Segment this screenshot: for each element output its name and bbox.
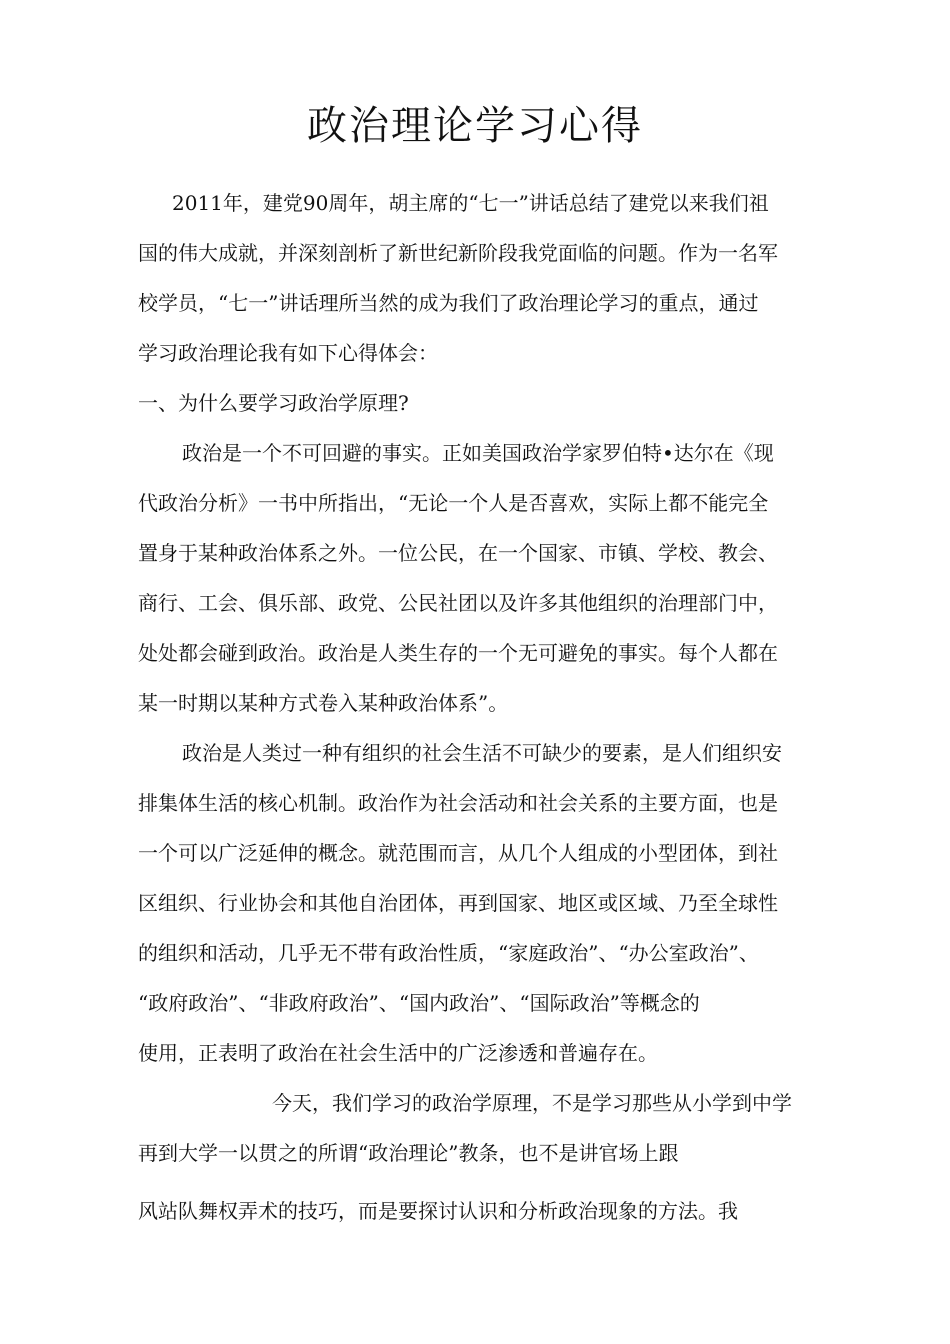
text-line: 处处都会碰到政治。政治是人类生存的一个无可避免的事实。每个人都在 — [138, 641, 778, 665]
text-line: 2011年，建党90周年，胡主席的“七一”讲话总结了建党以来我们祖 — [172, 191, 769, 215]
text-line: 一个可以广泛延伸的概念。就范围而言，从几个人组成的小型团体，到社 — [138, 841, 778, 865]
text-line: 置身于某种政治体系之外。一位公民，在一个国家、市镇、学校、教会、 — [138, 541, 778, 565]
text-line: 区组织、行业协会和其他自治团体，再到国家、地区或区域、乃至全球性 — [138, 891, 778, 915]
text-line: 政治是一个不可回避的事实。正如美国政治学家罗伯特•达尔在《现 — [182, 441, 774, 465]
text-line: 的组织和活动，几乎无不带有政治性质，“家庭政治”、“办公室政治”、 — [138, 941, 759, 965]
text-line: 代政治分析》一书中所指出，“无论一个人是否喜欢，实际上都不能完全 — [138, 491, 769, 515]
document-title: 政治理论学习心得 — [307, 103, 643, 149]
text-line: 风站队舞权弄术的技巧，而是要探讨认识和分析政治现象的方法。我 — [138, 1199, 738, 1223]
text-line: 校学员，“七一”讲话理所当然的成为我们了政治理论学习的重点，通过 — [138, 291, 759, 315]
text-line: 再到大学一以贯之的所谓“政治理论”教条，也不是讲官场上跟 — [138, 1141, 679, 1165]
text-line: 商行、工会、俱乐部、政党、公民社团以及许多其他组织的治理部门中， — [138, 591, 778, 615]
text-line: 某一时期以某种方式卷入某种政治体系”。 — [138, 691, 509, 715]
text-line: “政府政治”、“非政府政治”、“国内政治”、“国际政治”等概念的 — [138, 991, 700, 1015]
text-line: 学习政治理论我有如下心得体会： — [138, 341, 438, 365]
text-line: 今天，我们学习的政治学原理，不是学习那些从小学到中学 — [272, 1091, 792, 1115]
section-heading: 一、为什么要学习政治学原理? — [138, 391, 409, 415]
text-line: 国的伟大成就，并深刻剖析了新世纪新阶段我党面临的问题。作为一名军 — [138, 241, 778, 265]
text-line: 政治是人类过一种有组织的社会生活不可缺少的要素，是人们组织安 — [182, 741, 782, 765]
text-line: 使用，正表明了政治在社会生活中的广泛渗透和普遍存在。 — [138, 1041, 658, 1065]
text-line: 排集体生活的核心机制。政治作为社会活动和社会关系的主要方面，也是 — [138, 791, 778, 815]
